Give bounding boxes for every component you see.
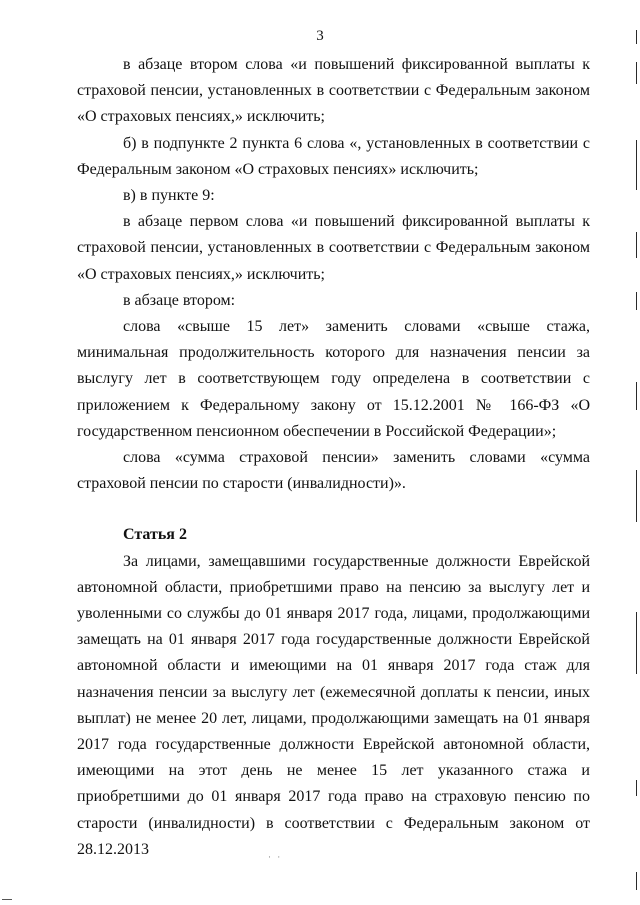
scan-speck: · ·: [268, 852, 283, 862]
scan-mark: [636, 140, 637, 190]
scan-mark: [636, 232, 637, 258]
scan-mark: [636, 292, 637, 310]
paragraph-7: слова «сумма страховой пенсии» заменить словами «сумма страховой пенсии по старости (инвалидности)».: [77, 449, 590, 493]
paragraph-5: в абзаце втором:: [123, 291, 236, 309]
paragraph-2: б) в подпункте 2 пункта 6 слова «, установленных в соответствии с Федеральным законом «О страховых пенсиях» исключить;: [77, 134, 590, 178]
paragraph-4: в абзаце первом слова «и повышений фиксированной выплаты к страховой пенсии, установленных в соответствии с Федеральным законом «О страховых пенсиях,» исключить;: [77, 213, 590, 283]
article-heading: Статья 2: [123, 526, 187, 544]
scan-mark: [636, 470, 637, 522]
scan-mark: [636, 62, 637, 84]
scan-mark: [636, 780, 637, 796]
page-number: 3: [316, 28, 324, 44]
document-body: [77, 52, 590, 863]
scan-mark: [636, 872, 637, 890]
scan-mark: [636, 612, 637, 674]
scan-corner-mark: [2, 899, 12, 900]
paragraph-1: в абзаце втором слова «и повышений фиксированной выплаты к страховой пенсии, установленных в соответствии с Федеральным законом «О страховых пенсиях,» исключить;: [77, 56, 590, 126]
scan-mark: [636, 382, 637, 410]
paragraph-3: в) в пункте 9:: [123, 187, 215, 205]
paragraph-6: слова «свыше 15 лет» заменить словами «свыше стажа, минимальная продолжительность которого для назначения пенсии за выслугу лет в соответствующем году определена в соответствии с приложением к Федеральному закону от 15.12.2001 № 166-ФЗ «О государственном пенсионном обеспечении в Российской Федерации»;: [77, 318, 590, 440]
scan-margin-marks: [628, 0, 640, 905]
scan-mark: [636, 30, 637, 44]
article-text: За лицами, замещавшими государственные должности Еврейской автономной области, приобретшими право на пенсию за выслугу лет и уволенными со службы до 01 января 2017 года, лицами, продолжающими замещать на 01 января 2017 года государственные должности Еврейской автономной области и имеющими на 01 января 2017 года стаж для назначения пенсии за выслугу лет (ежемесячной доплаты к пенсии, иных выплат) не менее 20 лет, лицами, продолжающими замещать на 01 января 2017 года государственные должности Еврейской автономной области, имеющими на этот день не менее 15 лет указанного стажа и приобретшими до 01 января 2017 года право на страховую пенсию по старости (инвалидности) в соответствии с Федеральным законом от 28.12.2013: [77, 552, 590, 858]
